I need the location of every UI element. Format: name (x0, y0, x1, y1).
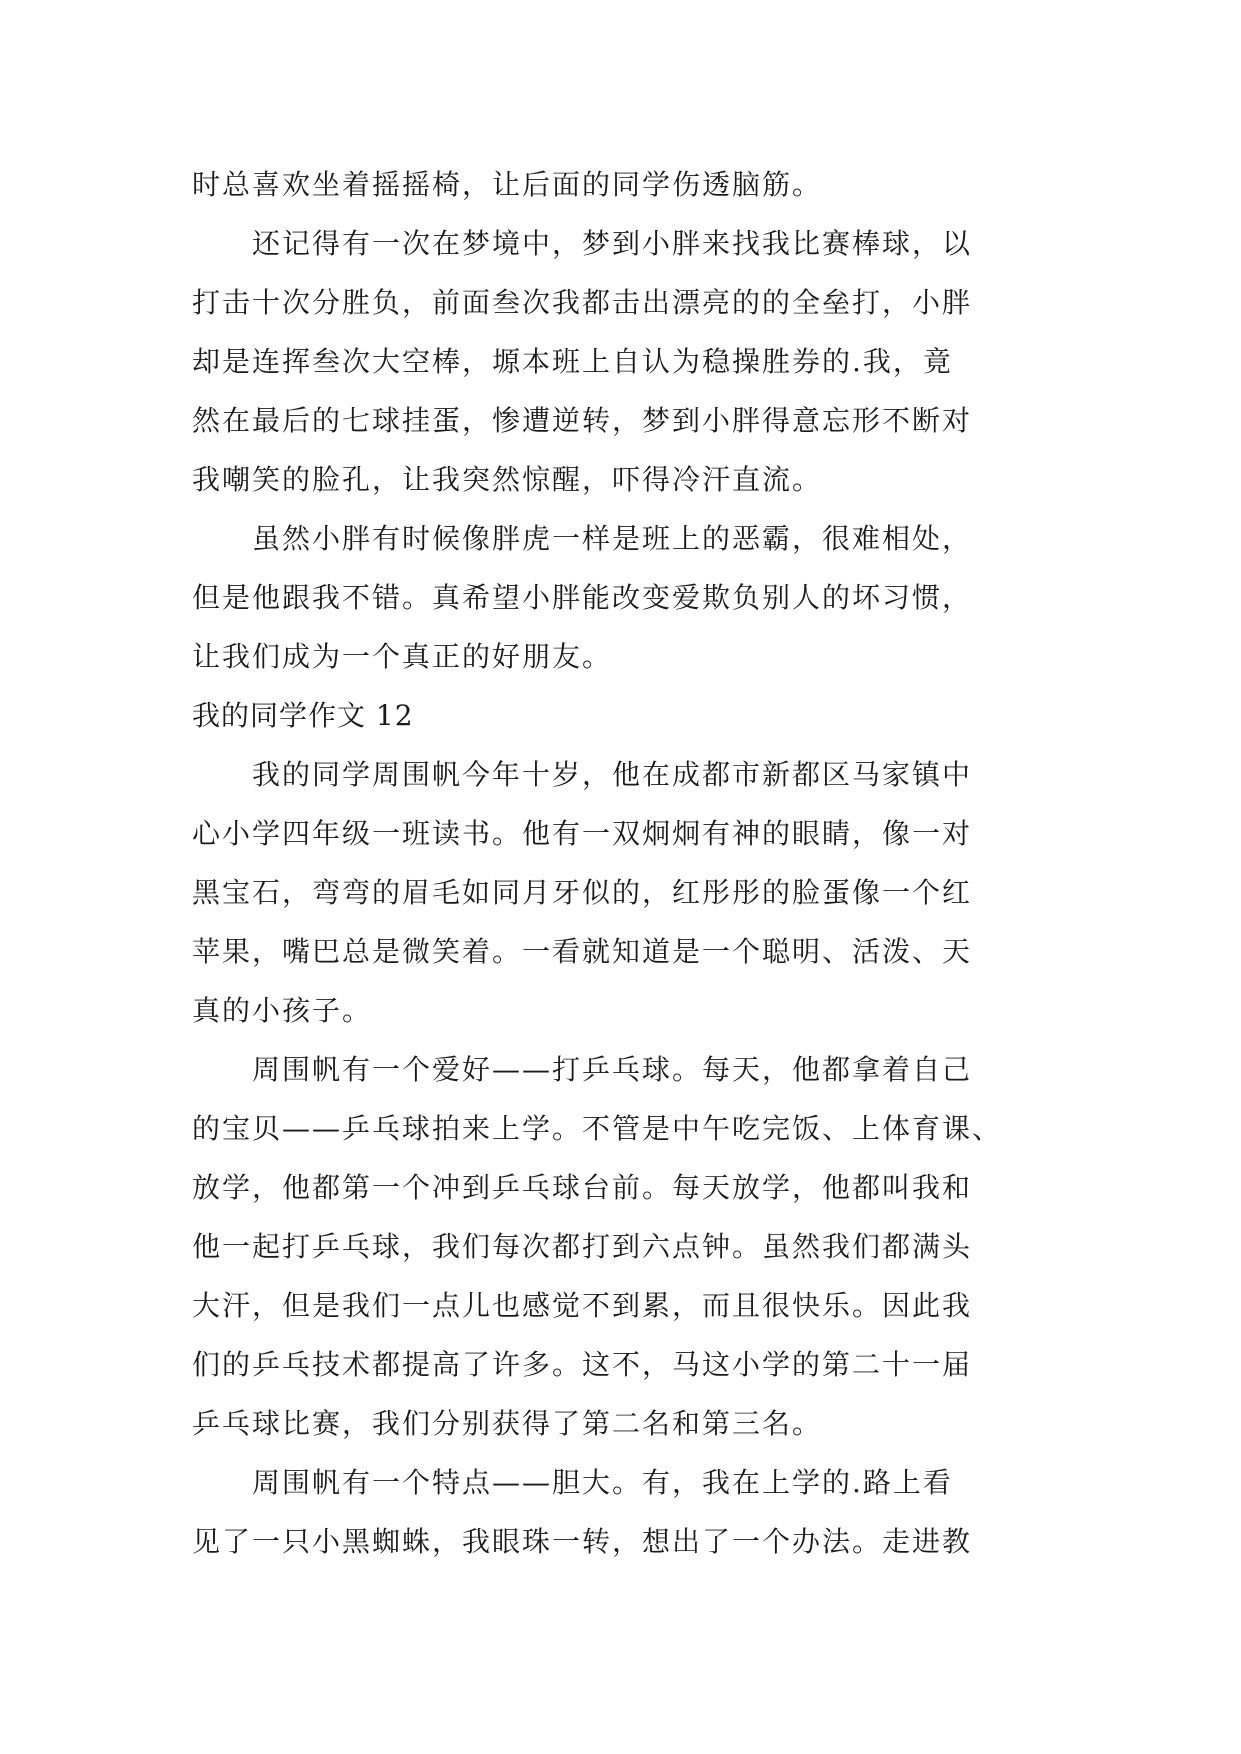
text-line: 他一起打乒乓球，我们每次都打到六点钟。虽然我们都满头 (192, 1230, 973, 1263)
text-line: 我嘲笑的脸孔，让我突然惊醒，吓得冷汗直流。 (192, 463, 823, 496)
section-heading: 我的同学作文 12 (192, 699, 414, 732)
text-line: 心小学四年级一班读书。他有一双炯炯有神的眼睛，像一对 (192, 817, 973, 850)
text-line: 放学，他都第一个冲到乒乓球台前。每天放学，他都叫我和 (192, 1171, 973, 1204)
paragraph-start-line: 周围帆有一个特点——胆大。有，我在上学的.路上看 (252, 1466, 953, 1499)
text-line: 们的乒乓技术都提高了许多。这不，马这小学的第二十一届 (192, 1348, 973, 1381)
text-line: 乒乓球比赛，我们分别获得了第二名和第三名。 (192, 1407, 823, 1440)
text-line: 大汗，但是我们一点儿也感觉不到累，而且很快乐。因此我 (192, 1289, 973, 1322)
paragraph-start-line: 虽然小胖有时候像胖虎一样是班上的恶霸，很难相处， (252, 522, 973, 555)
text-line: 真的小孩子。 (192, 994, 373, 1027)
text-line: 黑宝石，弯弯的眉毛如同月牙似的，红彤彤的脸蛋像一个红 (192, 876, 973, 909)
text-line: 但是他跟我不错。真希望小胖能改变爱欺负别人的坏习惯， (192, 581, 973, 614)
text-line: 却是连挥叁次大空棒，塬本班上自认为稳操胜券的.我，竟 (192, 345, 953, 378)
text-line: 让我们成为一个真正的好朋友。 (192, 640, 613, 673)
text-line: 时总喜欢坐着摇摇椅，让后面的同学伤透脑筋。 (192, 168, 823, 201)
text-line: 见了一只小黑蜘蛛，我眼珠一转，想出了一个办法。走进教 (192, 1525, 973, 1558)
text-line: 的宝贝——乒乓球拍来上学。不管是中午吃完饭、上体育课、 (192, 1112, 1003, 1145)
text-line: 苹果，嘴巴总是微笑着。一看就知道是一个聪明、活泼、天 (192, 935, 973, 968)
text-line: 打击十次分胜负，前面叁次我都击出漂亮的的全垒打，小胖 (192, 286, 973, 319)
paragraph-start-line: 还记得有一次在梦境中，梦到小胖来找我比赛棒球，以 (252, 227, 973, 260)
paragraph-start-line: 周围帆有一个爱好——打乒乓球。每天，他都拿着自己 (252, 1053, 973, 1086)
text-line: 然在最后的七球挂蛋，惨遭逆转，梦到小胖得意忘形不断对 (192, 404, 973, 437)
paragraph-start-line: 我的同学周围帆今年十岁，他在成都市新都区马家镇中 (252, 758, 973, 791)
